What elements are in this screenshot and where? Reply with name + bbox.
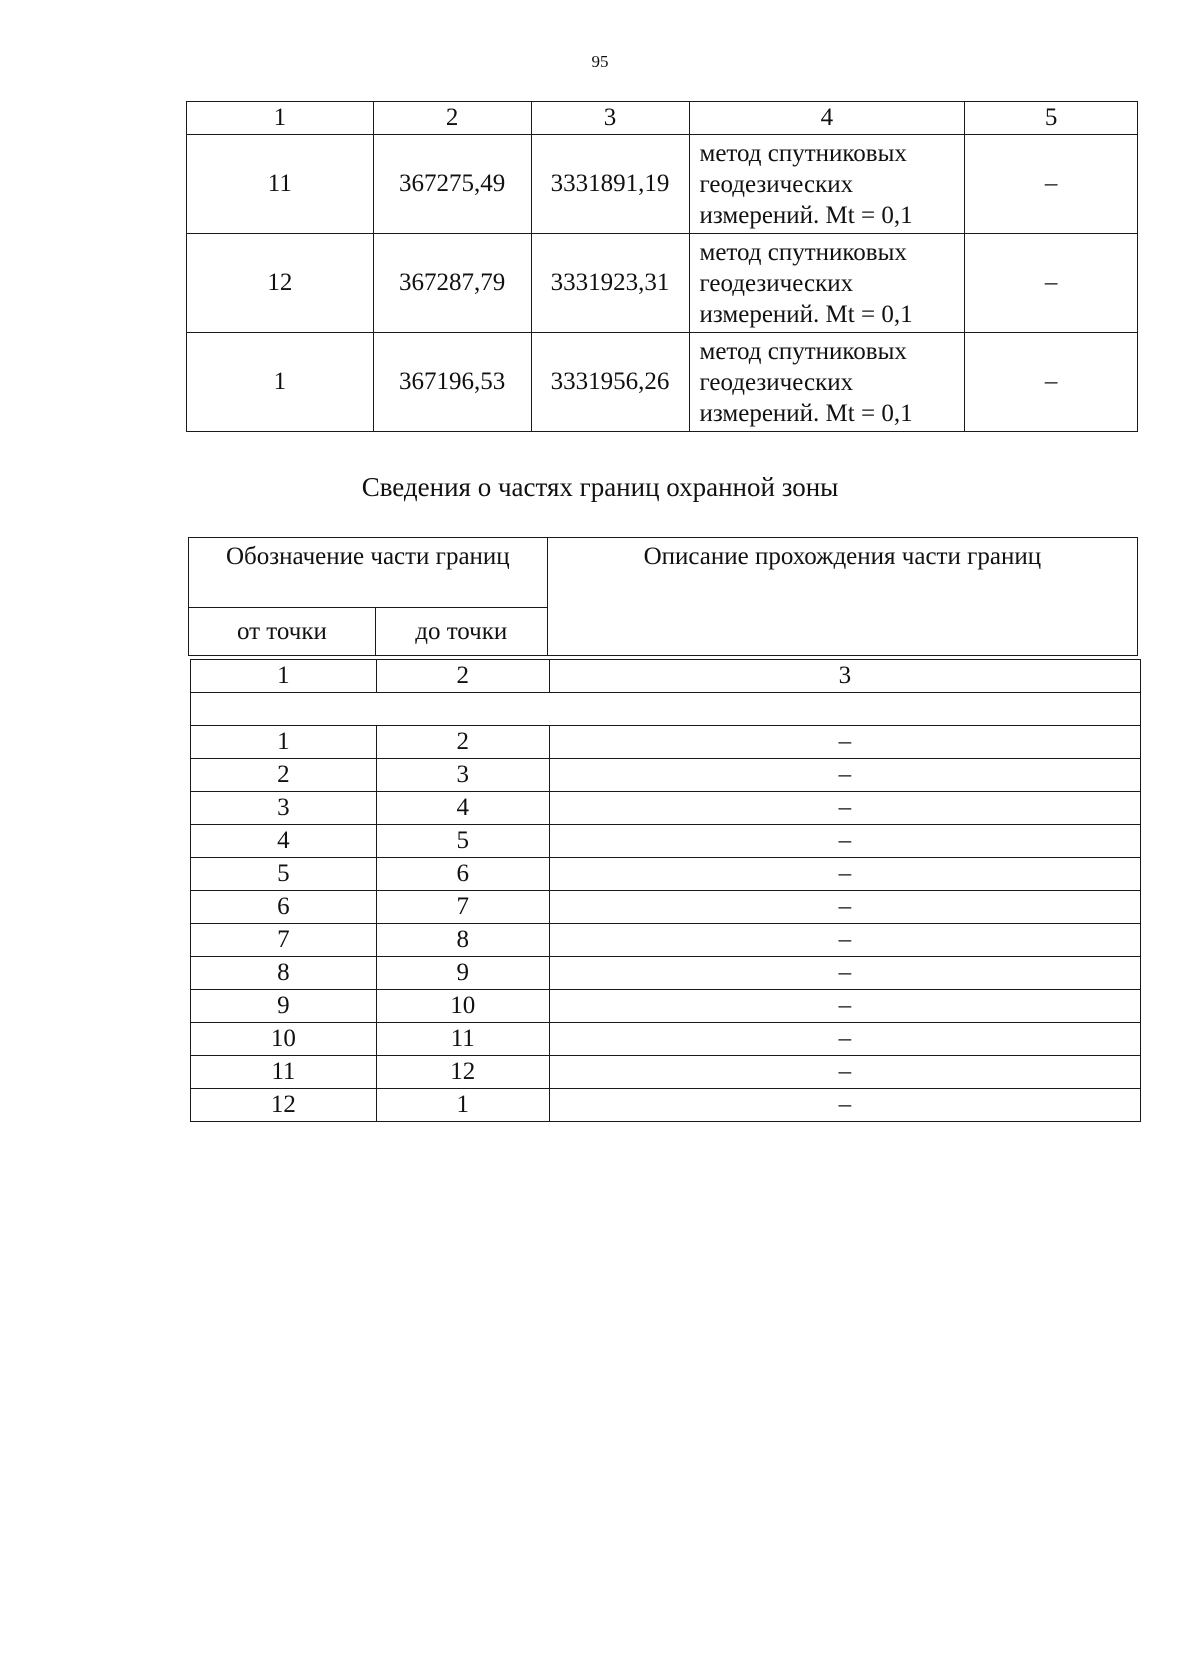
y-coordinate: 3331956,26 [531, 333, 689, 432]
description-cell: – [549, 1023, 1140, 1056]
point-number: 11 [187, 135, 374, 234]
description-header: Описание прохождения части границ [547, 538, 1137, 656]
from-point: 11 [191, 1056, 377, 1089]
to-point: 10 [376, 990, 549, 1023]
from-point-header: от точки [189, 608, 376, 656]
table-row [191, 792, 1141, 825]
note-cell: – [965, 333, 1138, 432]
to-point: 5 [376, 825, 549, 858]
method-line: измерений. Mt = 0,1 [699, 399, 913, 427]
from-point: 2 [191, 759, 377, 792]
to-point: 6 [376, 858, 549, 891]
from-point: 10 [191, 1023, 377, 1056]
description-cell: – [549, 858, 1140, 891]
table-row [191, 990, 1141, 1023]
from-point: 3 [191, 792, 377, 825]
column-number: 2 [373, 102, 531, 135]
point-number: 1 [187, 333, 374, 432]
method-line: геодезических [699, 170, 854, 198]
to-point: 7 [376, 891, 549, 924]
column-number: 3 [531, 102, 689, 135]
description-cell: – [549, 957, 1140, 990]
from-point: 8 [191, 957, 377, 990]
column-number: 5 [965, 102, 1138, 135]
table-row [187, 234, 1138, 333]
from-point: 5 [191, 858, 377, 891]
description-cell: – [549, 759, 1140, 792]
to-point: 11 [376, 1023, 549, 1056]
column-number: 1 [191, 660, 377, 693]
table-row [191, 1056, 1141, 1089]
x-coordinate: 367287,79 [373, 234, 531, 333]
table-row [191, 1089, 1141, 1122]
table-row [191, 825, 1141, 858]
from-point: 7 [191, 924, 377, 957]
description-cell: – [549, 825, 1140, 858]
table-row [191, 957, 1141, 990]
table-row [191, 891, 1141, 924]
note-cell: – [965, 135, 1138, 234]
description-cell: – [549, 1089, 1140, 1122]
table-row [191, 858, 1141, 891]
table-row [191, 924, 1141, 957]
table-row [187, 333, 1138, 432]
method-cell [689, 234, 965, 333]
description-cell: – [549, 1056, 1140, 1089]
x-coordinate: 367275,49 [373, 135, 531, 234]
to-point: 9 [376, 957, 549, 990]
method-line: измерений. Mt = 0,1 [699, 300, 913, 328]
coordinates-table [186, 101, 1138, 432]
method-line: измерений. Mt = 0,1 [699, 201, 913, 229]
method-line: геодезических [699, 269, 854, 297]
designation-header: Обозначение части границ [189, 538, 548, 608]
to-point: 4 [376, 792, 549, 825]
from-point: 12 [191, 1089, 377, 1122]
column-number: 1 [187, 102, 374, 135]
table-row [191, 726, 1141, 759]
to-point: 1 [376, 1089, 549, 1122]
description-cell: – [549, 924, 1140, 957]
parts-header-row [189, 538, 1138, 608]
section-title: Сведения о частях границ охранной зоны [361, 472, 839, 502]
from-point: 1 [191, 726, 377, 759]
parts-column-numbers-row [191, 660, 1141, 693]
table-row [191, 1023, 1141, 1056]
from-point: 4 [191, 825, 377, 858]
description-cell: – [549, 726, 1140, 759]
column-number: 3 [549, 660, 1140, 693]
x-coordinate: 367196,53 [373, 333, 531, 432]
to-point: 3 [376, 759, 549, 792]
table-row [191, 759, 1141, 792]
to-point-header: до точки [375, 608, 547, 656]
y-coordinate: 3331891,19 [531, 135, 689, 234]
description-cell: – [549, 990, 1140, 1023]
method-cell [689, 333, 965, 432]
empty-row [191, 693, 1141, 726]
method-line: геодезических [699, 368, 854, 396]
description-cell: – [549, 891, 1140, 924]
to-point: 8 [376, 924, 549, 957]
table-row [187, 135, 1138, 234]
to-point: 12 [376, 1056, 549, 1089]
parts-table-header [188, 537, 1138, 656]
column-number: 4 [689, 102, 965, 135]
method-line: метод спутниковых [699, 238, 907, 266]
page-number: 95 [591, 52, 609, 71]
note-cell: – [965, 234, 1138, 333]
from-point: 6 [191, 891, 377, 924]
method-line: метод спутниковых [699, 337, 907, 365]
point-number: 12 [187, 234, 374, 333]
description-cell: – [549, 792, 1140, 825]
coordinates-header-row [187, 102, 1138, 135]
from-point: 9 [191, 990, 377, 1023]
to-point: 2 [376, 726, 549, 759]
empty-cell [191, 693, 1141, 726]
method-cell [689, 135, 965, 234]
parts-table [190, 659, 1141, 1122]
method-line: метод спутниковых [699, 139, 907, 167]
column-number: 2 [376, 660, 549, 693]
y-coordinate: 3331923,31 [531, 234, 689, 333]
